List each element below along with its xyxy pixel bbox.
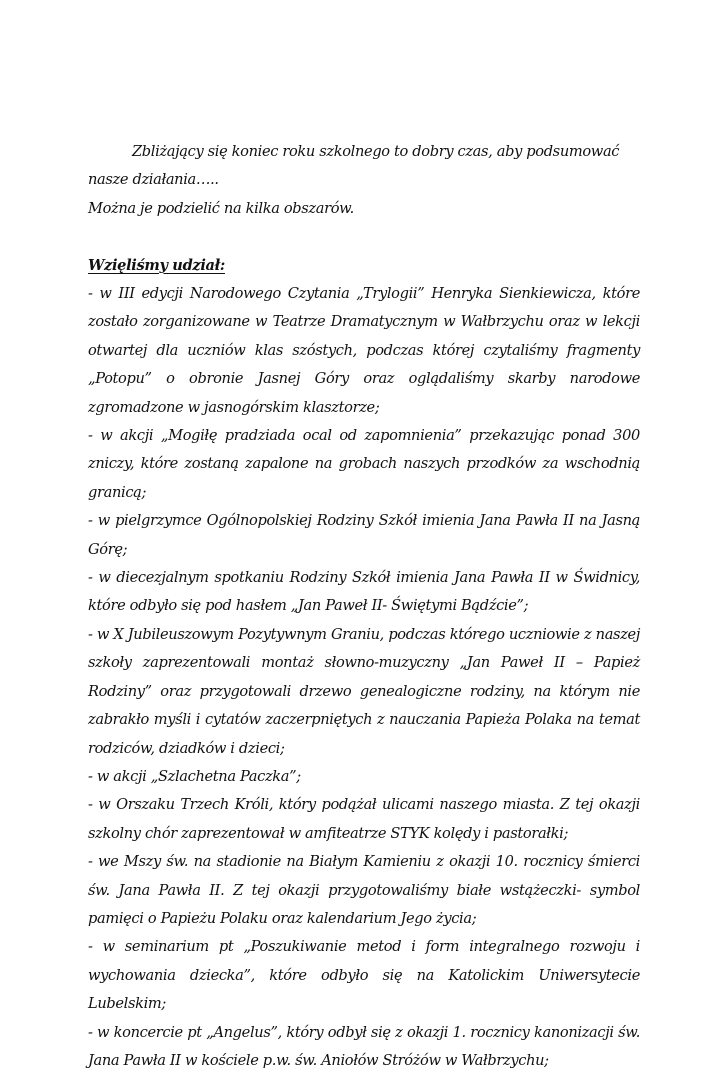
list-item-narodowe-czytanie: - w III edycji Narodowego Czytania „Trylogii” Henryka Sienkiewicza, które zostało zorganizowane w Teatrze Dramatycznym w Wałbrzychu oraz w lekcji otwartej dla uczniów klas szóstych, podczas której czytaliśmy fragmenty „Potopu” o obronie Jasnej Góry oraz oglądaliśmy skarby narodowe zgromadzone w jasnogórskim klasztorze; (88, 285, 640, 416)
list-item-pielgrzymka: - w pielgrzymce Ogólnopolskiej Rodziny Szkół imienia Jana Pawła II na Jasną Górę; (88, 512, 640, 558)
section-heading: Wzięliśmy udział: (88, 256, 225, 274)
list-item-seminarium: - w seminarium pt „Poszukiwanie metod i form integralnego rozwoju i wychowania dziecka”, które odbyło się na Katolickim Uniwersytecie Lubelskim; (88, 938, 640, 1013)
list-item-orszak-trzech-kroli: - w Orszaku Trzech Króli, który podążał ulicami naszego miasta. Z tej okazji szkolny chór zaprezentował w amfiteatrze STYK kolędy i pastorałki; (88, 796, 640, 842)
list-item-mogile-pradziada: - w akcji „Mogiłę pradziada ocal od zapomnienia” przekazując ponad 300 zniczy, które zostaną zapalone na grobach naszych przodków za wschodnią granicą; (88, 427, 640, 501)
document-body (88, 138, 640, 1075)
blank-line (88, 223, 640, 251)
list-item-koncert-angelus: - w koncercie pt „Angelus”, który odbył się z okazji 1. rocznicy kanonizacji św. Jana Pawła II w kościele p.w. św. Aniołów Stróżów w Wałbrzychu; (88, 1023, 640, 1069)
list-item-szlachetna-paczka: - w akcji „Szlachetna Paczka”; (88, 767, 301, 785)
intro-paragraph: Zbliżający się koniec roku szkolnego to dobry czas, aby podsumować nasze działania….. (88, 143, 620, 189)
intro-second-line: Można je podzielić na kilka obszarów. (88, 199, 354, 217)
list-item-msza-stadion: - we Mszy św. na stadionie na Białym Kamieniu z okazji 10. rocznicy śmierci św. Jana Pawła II. Z tej okazji przygotowaliśmy białe wstążeczki- symbol pamięci o Papieżu Polaku oraz kalendarium Jego życia; (88, 853, 640, 927)
list-item-pozytywne-granie: - w X Jubileuszowym Pozytywnym Graniu, podczas którego uczniowie z naszej szkoły zaprezentowali montaż słowno-muzyczny „Jan Paweł II – Papież Rodziny” oraz przygotowali drzewo genealogiczne rodziny, na którym nie zabrakło myśli i cytatów zaczerpniętych z nauczania Papieża Polaka na temat rodziców, dziadków i dzieci; (88, 625, 640, 757)
list-item-spotkanie-swidnica: - w diecezjalnym spotkaniu Rodziny Szkół imienia Jana Pawła II w Świdnicy, które odbyło się pod hasłem „Jan Paweł II- Świętymi Bądźcie”; (88, 569, 640, 615)
